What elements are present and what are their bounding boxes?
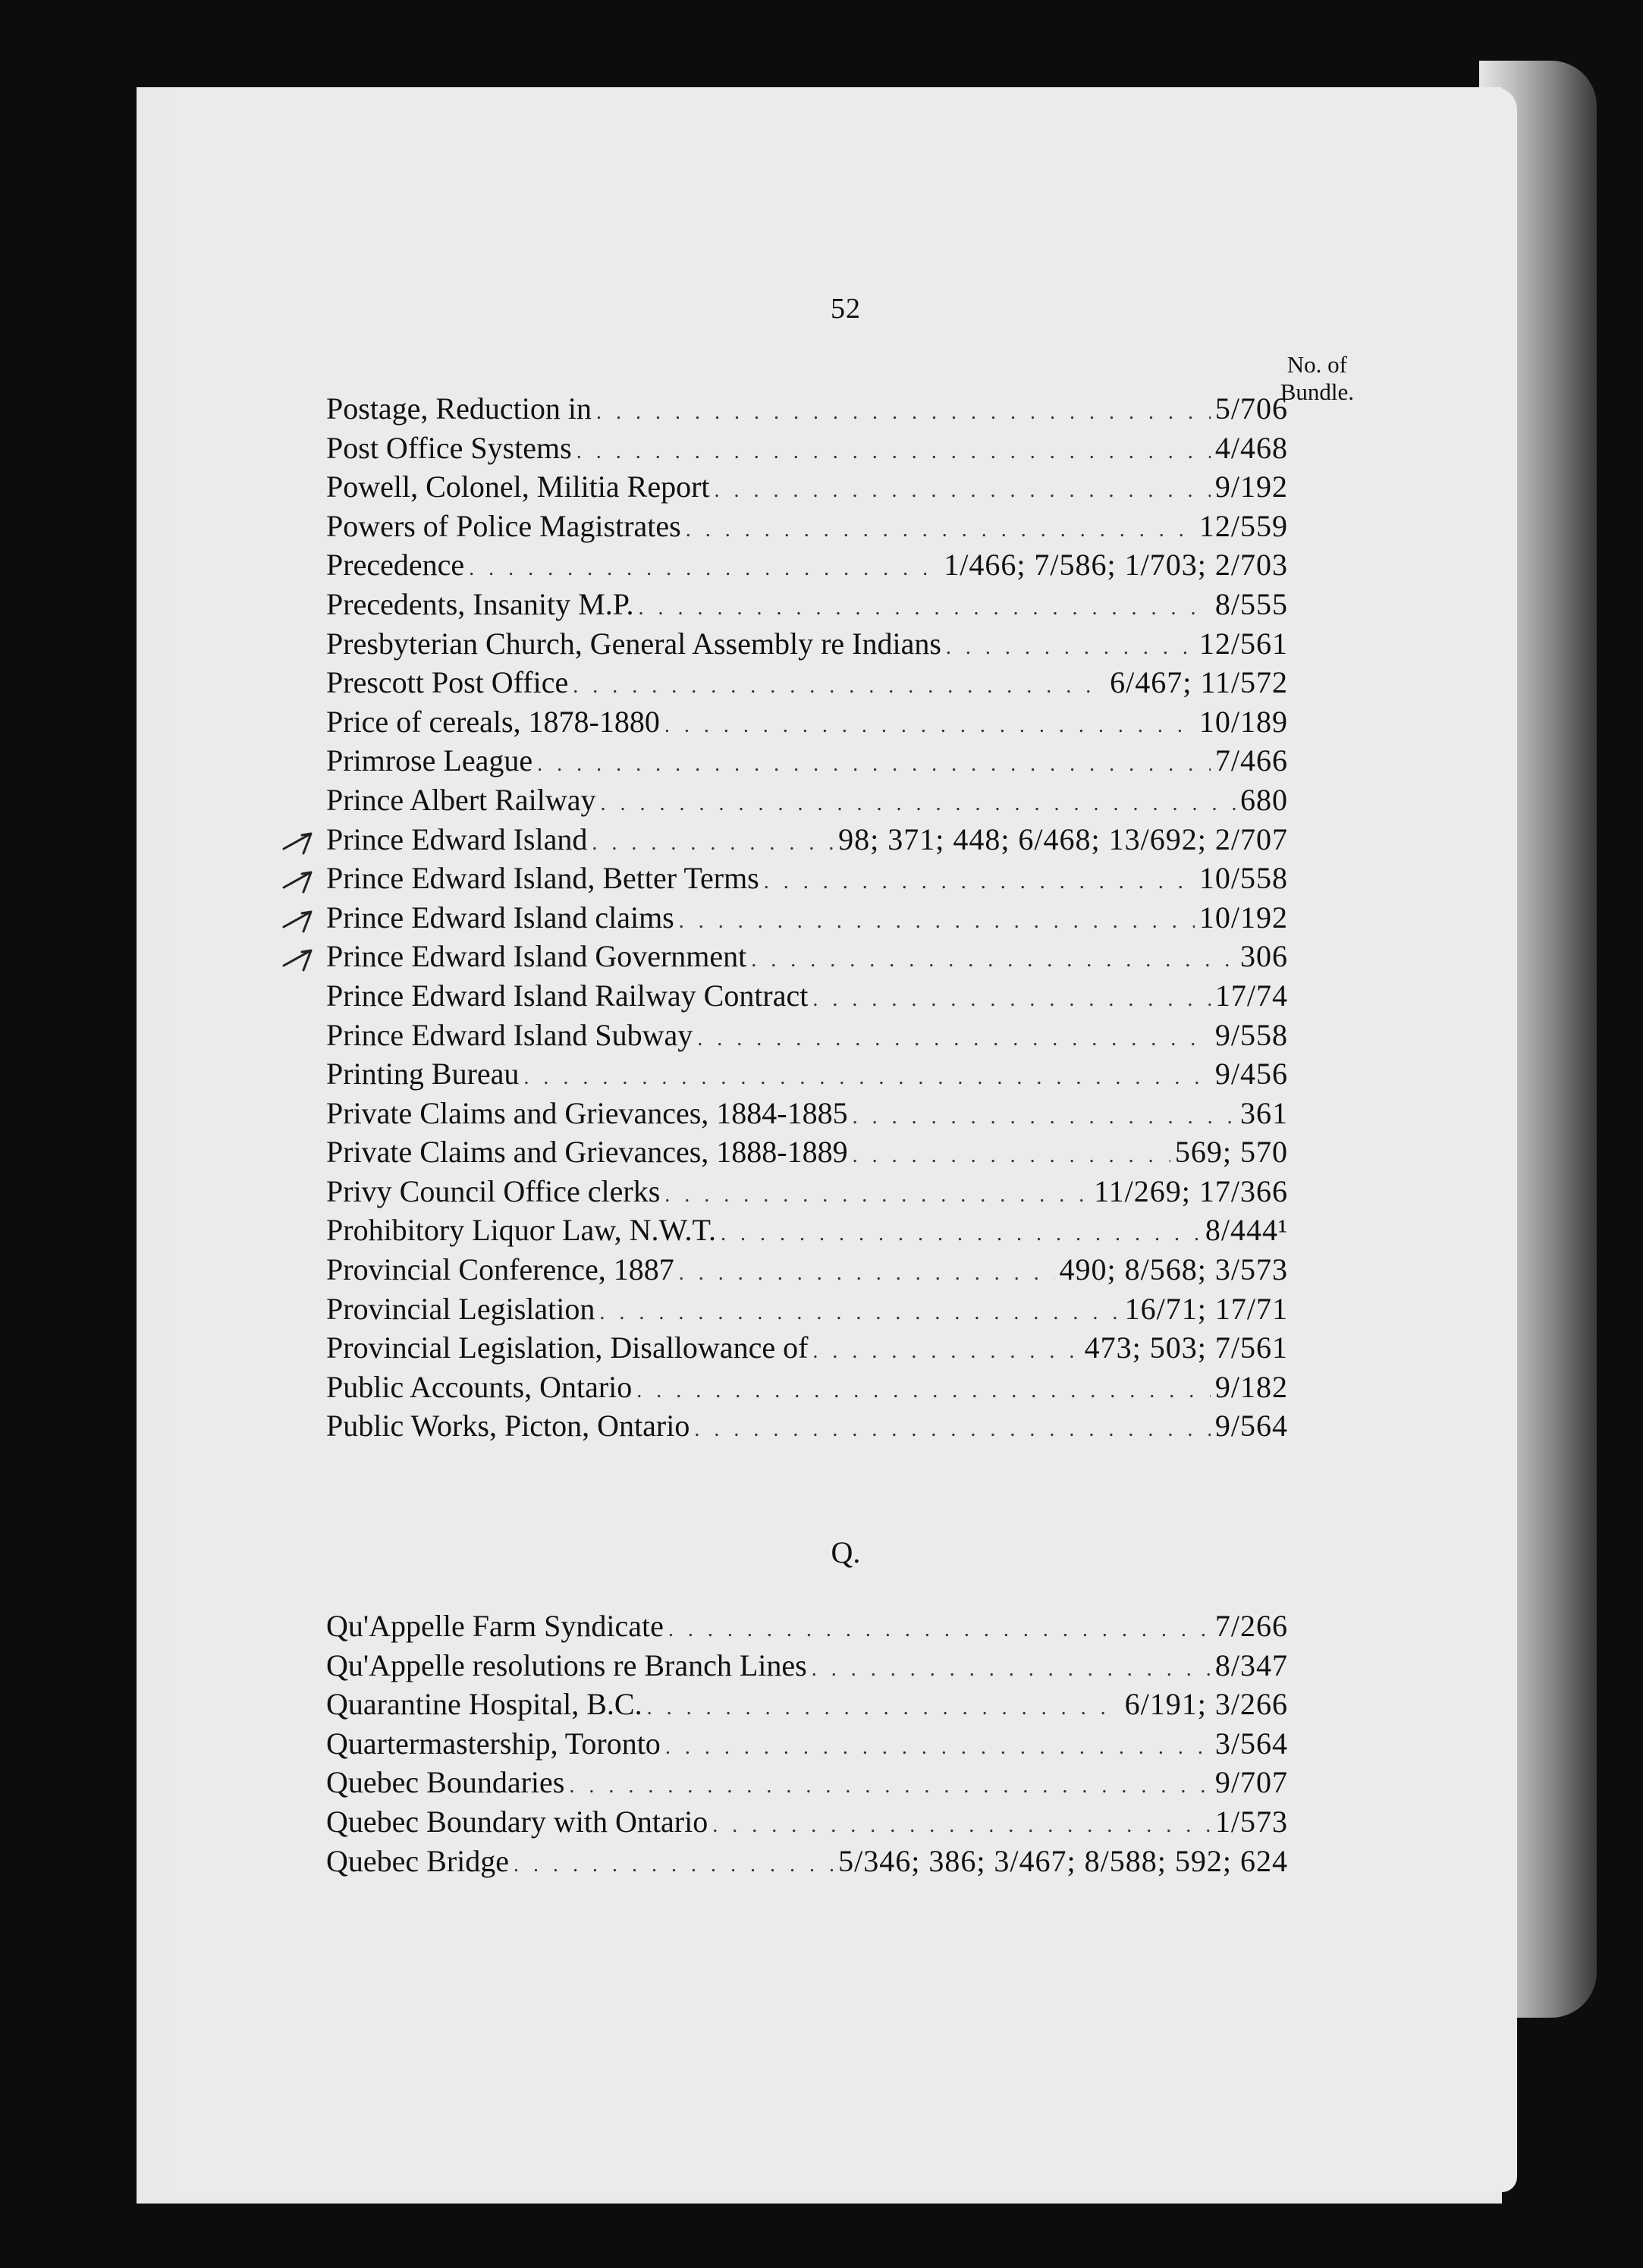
section-heading-q: Q. (831, 1535, 861, 1569)
index-entry (326, 860, 1288, 900)
dot-leader (573, 674, 1105, 699)
entry-title: Quartermastership, Toronto (326, 1726, 661, 1761)
index-entry (326, 1173, 1288, 1213)
handwritten-tick-icon (281, 943, 319, 973)
bundle-references: 9/707 (1214, 1765, 1288, 1800)
index-list-p (326, 391, 1288, 1447)
dot-leader (697, 1027, 1211, 1051)
entry-title: Qu'Appelle Farm Syndicate (326, 1609, 664, 1643)
bundle-references: 5/346; 386; 3/467; 8/588; 592; 624 (838, 1843, 1288, 1878)
index-entry (326, 978, 1288, 1017)
index-entry (326, 508, 1288, 548)
dot-leader (764, 870, 1195, 894)
bundle-references: 16/71; 17/71 (1124, 1291, 1288, 1326)
index-entry (326, 1252, 1288, 1291)
bundle-references: 9/182 (1214, 1369, 1288, 1404)
bundle-references: 569; 570 (1174, 1135, 1288, 1170)
bundle-references: 10/189 (1198, 704, 1288, 739)
index-entry (326, 1017, 1288, 1057)
bundle-references: 9/456 (1214, 1057, 1288, 1092)
bundle-references: 12/561 (1198, 626, 1288, 661)
index-entry (326, 391, 1288, 430)
bundle-references: 680 (1240, 782, 1288, 817)
index-entry (326, 1408, 1288, 1447)
dot-leader (812, 1657, 1211, 1682)
dot-leader (596, 401, 1211, 425)
bundle-references: 11/269; 17/366 (1094, 1173, 1288, 1208)
bundle-references: 9/564 (1214, 1409, 1288, 1443)
bundle-references: 306 (1240, 939, 1288, 974)
index-entry (326, 1764, 1288, 1804)
entry-title: Prince Edward Island, Better Terms (326, 861, 759, 896)
entry-title: Prohibitory Liquor Law, N.W.T. (326, 1213, 717, 1248)
dot-leader (812, 1340, 1079, 1364)
entry-title: Private Claims and Grievances, 1888-1889 (326, 1135, 848, 1170)
index-entry (326, 821, 1288, 861)
bundle-references: 10/192 (1198, 900, 1288, 935)
entry-title: Postage, Reduction in (326, 391, 592, 426)
bundle-references: 6/191; 3/266 (1124, 1687, 1288, 1722)
bundle-references: 10/558 (1198, 861, 1288, 896)
index-entry (326, 743, 1288, 782)
bundle-references: 98; 371; 448; 6/468; 13/692; 2/707 (838, 821, 1288, 856)
handwritten-tick-icon (281, 826, 319, 856)
index-entry (326, 938, 1288, 978)
entry-title: Quarantine Hospital, B.C. (326, 1687, 642, 1722)
bundle-references: 3/564 (1214, 1726, 1288, 1761)
entry-title: Prince Edward Island claims (326, 900, 674, 935)
entry-title: Qu'Appelle resolutions re Branch Lines (326, 1648, 807, 1682)
entry-title: Provincial Legislation (326, 1291, 595, 1326)
entry-title: Prince Edward Island Government (326, 939, 747, 974)
bundle-references: 9/558 (1214, 1017, 1288, 1052)
entry-title: Prince Edward Island Railway Contract (326, 978, 809, 1013)
index-entry (326, 1291, 1288, 1330)
dot-leader (679, 909, 1195, 934)
index-list-q (326, 1608, 1288, 1882)
entry-title: Powell, Colonel, Militia Report (326, 470, 710, 504)
entry-title: Powers of Police Magistrates (326, 508, 681, 543)
bundle-references: 7/266 (1214, 1609, 1288, 1643)
entry-title: Private Claims and Grievances, 1884-1885 (326, 1095, 848, 1130)
entry-title: Provincial Legislation, Disallowance of (326, 1330, 809, 1365)
handwritten-tick-icon (281, 865, 319, 895)
entry-title: Quebec Boundary with Ontario (326, 1804, 708, 1839)
entry-title: Post Office Systems (326, 430, 572, 465)
bundle-references: 490; 8/568; 3/573 (1059, 1252, 1288, 1287)
index-entry (326, 1843, 1288, 1883)
page-number: 52 (831, 293, 861, 325)
index-entry (326, 1608, 1288, 1648)
dot-leader (469, 557, 939, 581)
index-entry (326, 1726, 1288, 1765)
bundle-references: 4/468 (1214, 430, 1288, 465)
dot-leader (712, 1814, 1211, 1838)
index-entry (326, 469, 1288, 508)
entry-title: Printing Bureau (326, 1057, 520, 1092)
dot-leader (946, 636, 1195, 660)
entry-title: Quebec Boundaries (326, 1765, 565, 1800)
index-entry (326, 1686, 1288, 1726)
bundle-references: 8/347 (1214, 1648, 1288, 1682)
index-entry (326, 1648, 1288, 1687)
dot-leader (721, 1222, 1201, 1246)
bundle-references: 8/444¹ (1205, 1213, 1288, 1248)
handwritten-tick-icon (281, 904, 319, 935)
dot-leader (853, 1105, 1236, 1129)
dot-leader (812, 988, 1211, 1012)
bundle-references: 7/466 (1214, 743, 1288, 778)
entry-title: Primrose League (326, 743, 533, 778)
bundle-references: 5/706 (1214, 391, 1288, 426)
dot-leader (664, 1183, 1089, 1208)
dot-leader (576, 440, 1211, 464)
dot-leader (668, 1618, 1211, 1642)
bundle-references: 361 (1240, 1095, 1288, 1130)
column-header-line-1: No. of (1286, 351, 1347, 378)
index-entry (326, 900, 1288, 939)
dot-leader (665, 1736, 1211, 1760)
index-entry (326, 547, 1288, 586)
index-entry (326, 1369, 1288, 1409)
entry-title: Precedence (326, 548, 465, 583)
entry-title: Prince Albert Railway (326, 782, 596, 817)
entry-title: Public Works, Picton, Ontario (326, 1409, 690, 1443)
document-page (174, 87, 1517, 2192)
dot-leader (639, 596, 1211, 620)
index-entry (326, 586, 1288, 626)
dot-leader (853, 1144, 1170, 1168)
dot-leader (647, 1696, 1120, 1720)
index-entry (326, 1134, 1288, 1173)
bundle-references: 12/559 (1198, 508, 1288, 543)
dot-leader (592, 831, 834, 856)
entry-title: Presbyterian Church, General Assembly re Indians (326, 626, 941, 661)
entry-title: Prince Edward Island Subway (326, 1017, 693, 1052)
index-entry (326, 704, 1288, 743)
entry-title: Precedents, Insanity M.P. (326, 586, 634, 621)
bundle-references: 8/555 (1214, 586, 1288, 621)
bundle-references: 1/573 (1214, 1804, 1288, 1839)
bundle-references: 6/467; 11/572 (1110, 665, 1288, 700)
index-entry (326, 626, 1288, 665)
index-entry (326, 1330, 1288, 1369)
index-entry (326, 1056, 1288, 1095)
index-entry (326, 1804, 1288, 1843)
dot-leader (715, 479, 1211, 503)
entry-title: Price of cereals, 1878-1880 (326, 704, 660, 739)
entry-title: Public Accounts, Ontario (326, 1369, 633, 1404)
dot-leader (599, 1301, 1120, 1325)
dot-leader (523, 1066, 1210, 1090)
index-entry (326, 1212, 1288, 1252)
bundle-references: 473; 503; 7/561 (1084, 1330, 1288, 1365)
entry-title: Privy Council Office clerks (326, 1173, 661, 1208)
column-header (1280, 351, 1354, 406)
dot-leader (537, 752, 1211, 777)
entry-title: Prescott Post Office (326, 665, 569, 700)
dot-leader (569, 1774, 1211, 1798)
dot-leader (514, 1853, 834, 1877)
dot-leader (636, 1379, 1211, 1403)
index-entry (326, 430, 1288, 470)
entry-title: Provincial Conference, 1887 (326, 1252, 674, 1287)
bundle-references: 9/192 (1214, 470, 1288, 504)
dot-leader (679, 1261, 1055, 1286)
dot-leader (694, 1418, 1211, 1442)
index-entry (326, 1095, 1288, 1135)
index-entry (326, 782, 1288, 821)
index-entry (326, 664, 1288, 704)
dot-leader (751, 948, 1236, 972)
bundle-references: 17/74 (1214, 978, 1288, 1013)
column-header-line-2: Bundle. (1280, 379, 1354, 405)
dot-leader (664, 714, 1195, 738)
dot-leader (686, 518, 1195, 542)
dot-leader (600, 792, 1236, 816)
bundle-references: 1/466; 7/586; 1/703; 2/703 (944, 548, 1288, 583)
entry-title: Quebec Bridge (326, 1843, 510, 1878)
entry-title: Prince Edward Island (326, 821, 588, 856)
